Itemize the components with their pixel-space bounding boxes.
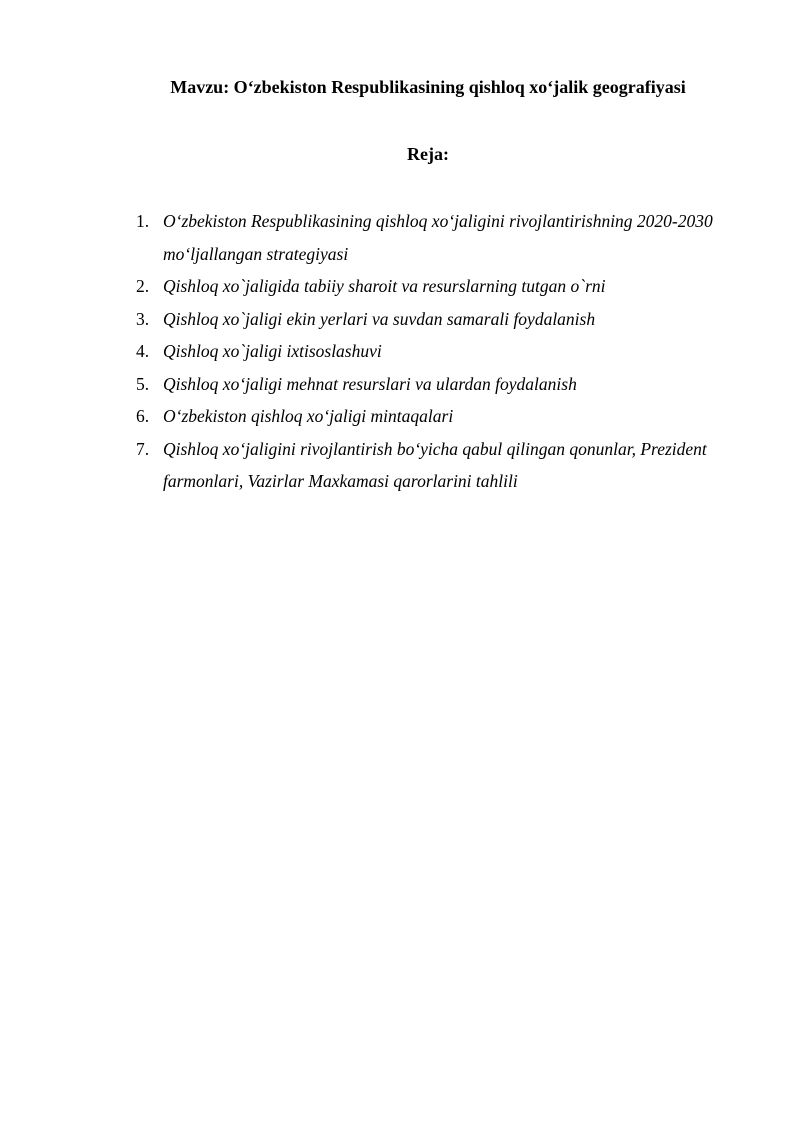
- plan-item-text: O‘zbekiston Respublikasining qishloq xo‘jaligini rivojlantirishning 2020-2030 mo‘ljallangan strategiyasi: [163, 211, 713, 264]
- plan-item: [136, 205, 726, 270]
- document-title: Mavzu: O‘zbekiston Respublikasining qishloq xo‘jalik geografiyasi: [170, 77, 686, 97]
- plan-item: [136, 433, 726, 498]
- plan-item-text: O‘zbekiston qishloq xo‘jaligi mintaqalari: [163, 406, 454, 426]
- plan-item-text: Qishloq xo‘jaligi mehnat resurslari va ulardan foydalanish: [163, 373, 577, 394]
- plan-heading: Reja:: [407, 144, 449, 164]
- plan-item-number: 2.: [136, 276, 150, 296]
- plan-item: [136, 303, 726, 336]
- plan-item-text: Qishloq xo`jaligi ixtisoslashuvi: [163, 341, 382, 361]
- plan-item-number: 6.: [136, 406, 150, 426]
- plan-item-number: 1.: [136, 211, 150, 231]
- plan-item-number: 3.: [136, 308, 150, 329]
- plan-item-text: Qishloq xo`jaligi ekin yerlari va suvdan samarali foydalanish: [163, 308, 596, 329]
- plan-item-number: 5.: [136, 373, 150, 394]
- plan-item: [136, 400, 726, 433]
- plan-item-text: Qishloq xo`jaligida tabiiy sharoit va resurslarning tutgan o`rni: [163, 276, 606, 296]
- plan-list: [136, 205, 726, 498]
- plan-item: [136, 270, 726, 303]
- plan-item-number: 7.: [136, 438, 150, 459]
- plan-item: [136, 335, 726, 368]
- plan-item-number: 4.: [136, 341, 150, 361]
- plan-item: [136, 368, 726, 401]
- plan-item-text: Qishloq xo‘jaligini rivojlantirish bo‘yicha qabul qilingan qonunlar, Prezident farmonlari, Vazirlar Maxkamasi qarorlarini tahlili: [163, 438, 707, 491]
